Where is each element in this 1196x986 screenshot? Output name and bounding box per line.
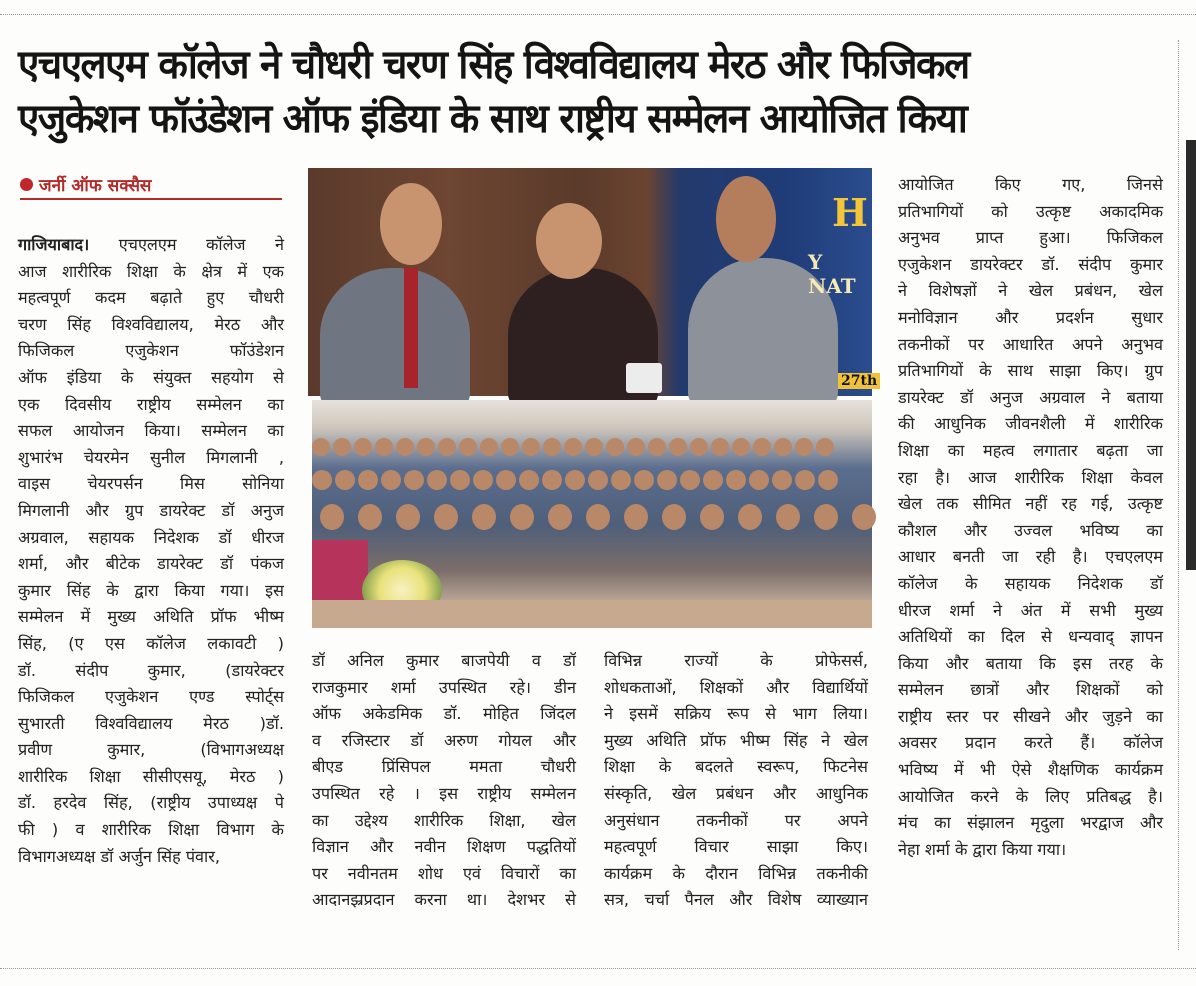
text-line: शर्मा, और बीटेक डायरेक्ट डॉ पंकज <box>18 554 284 574</box>
text-line: डायरेक्ट डॉ अनुज अग्रवाल ने बताया <box>898 387 1163 407</box>
text-line: संस्कृति, खेल प्रबंधन और आधुनिक <box>604 783 868 803</box>
text-line: फिजिकल एजुकेशन फॉउंडेशन <box>18 341 284 361</box>
person-right-head <box>716 176 776 262</box>
text-line: डॉ अनिल कुमार बाजपेयी व डॉ <box>312 651 576 670</box>
photo-group <box>312 400 872 628</box>
text-line: खेल तक सीमित नहीं रह गई, उत्कृष्ट <box>898 494 1163 514</box>
text-line: धीरज शर्मा ने अंत में सभी मुख्य <box>898 600 1163 620</box>
text-line: राजकुमार शर्मा उपस्थित रहे। डीन <box>312 677 576 697</box>
text-line: अग्रवाल, सहायक निदेशक डॉ धीरज <box>18 527 284 547</box>
banner-logo-text: H <box>832 190 868 235</box>
text-line: कुमार सिंह के द्वारा किया गया। इस <box>18 580 284 600</box>
text-line: पर नवीनतम शोध एवं विचारों का <box>312 863 576 883</box>
byline-label: जर्नी ऑफ सक्सैस <box>39 175 152 196</box>
photo-felicitation <box>308 168 878 396</box>
bullet-dot-icon <box>20 178 33 191</box>
text-line: बीएड प्रिंसिपल ममता चौधरी <box>312 757 576 777</box>
text-line: का उद्देश्य शारीरिक शिक्षा, खेल <box>312 810 576 830</box>
article-column-3 <box>604 648 868 914</box>
text-line: अतिथियों का दिल से धन्यवाद् ज्ञापन <box>898 627 1163 647</box>
text-line: सिंह, (ए एस कॉलेज लकावटी ) <box>18 633 284 653</box>
crowd-back <box>312 438 872 456</box>
text-line: शोधकताओं, शिक्षकों और विद्यार्थियों <box>604 677 868 697</box>
text-line: आदानझ्रप्रदान करना था। देशभर से <box>312 890 576 910</box>
text-line: प्रवीण कुमार, (विभागअध्यक्ष <box>18 740 284 760</box>
text-line: भविष्य में भी ऐसे शैक्षणिक कार्यक्रम <box>898 760 1163 780</box>
headline-line-1: एचएलएम कॉलेज ने चौधरी चरण सिंह विश्वविद्यालय मेरठ और फिजिकल <box>18 42 969 88</box>
text-line: आधार बनती जा रही है। एचएलएम <box>898 547 1163 567</box>
text-line: अवसर प्रदान करते हैं। कॉलेज <box>898 733 1163 753</box>
dateline: गाजियाबाद। <box>18 235 90 254</box>
text-line: डॉ. संदीप कुमार, (डायरेक्टर <box>18 660 284 680</box>
text-line: आज शारीरिक शिक्षा के क्षेत्र में एक <box>18 261 284 281</box>
person-left-head <box>380 183 442 265</box>
column-divider <box>1178 40 1179 950</box>
text-line: विज्ञान और नवीन शिक्षण पद्धतियों <box>312 837 576 857</box>
text-line: मंच का संझालन मृदुला भरद्वाज और <box>898 813 1163 833</box>
headline <box>18 38 1122 146</box>
text-line: मनोविज्ञान और प्रदर्शन सुधार <box>898 307 1163 327</box>
text-line: राष्ट्रीय स्तर पर सीखने और जुड़ने का <box>898 706 1163 726</box>
banner-text: Y NAT <box>808 250 856 298</box>
text-line: शिक्षा का महत्व लगातार बढ़ता जा <box>898 440 1163 460</box>
text-line: शुभारंभ चेयरमेन सुनील मिगलानी , <box>18 447 284 467</box>
crowd-front <box>312 504 880 530</box>
text-line: विभिन्न राज्यों के प्रोफेसर्स, <box>604 651 868 670</box>
article-column-2 <box>312 648 576 914</box>
bottom-dotted-rule <box>0 968 1196 969</box>
text-line: विभागअध्यक्ष डॉ अर्जुन सिंह पंवार, <box>18 846 221 866</box>
text-line: गाजियाबाद। एचएलएम कॉलेज ने <box>18 235 284 254</box>
crowd-middle <box>312 470 872 490</box>
byline <box>20 170 282 200</box>
text-line: सम्मेलन में मुख्य अथिति प्रॉफ भीष्म <box>18 607 284 627</box>
text-line: फिजिकल एजुकेशन एण्ड स्पोर्ट्स <box>18 687 284 707</box>
banner-date: 27th <box>838 373 880 389</box>
text-line: सफल आयोजन किया। सम्मेलन का <box>18 421 284 441</box>
text-line: ने विशेषज्ञों ने खेल प्रबंधन, खेल <box>898 281 1163 301</box>
text-line: सुभारती विश्वविद्यालय मेरठ )डॉ. <box>18 713 284 733</box>
text-line: की आधुनिक जीवनशैली में शारीरिक <box>898 414 1163 434</box>
text-line: रहा है। आज शारीरिक शिक्षा केवल <box>898 467 1163 487</box>
person-center-head <box>536 203 602 279</box>
headline-line-2: एजुकेशन फॉउंडेशन ऑफ इंडिया के साथ राष्ट्रीय सम्मेलन आयोजित किया <box>18 96 967 142</box>
text-line: कॉलेज के सहायक निदेशक डॉ <box>898 573 1163 593</box>
text-line: शिक्षा के बदलते स्वरूप, फिटनेस <box>604 757 868 777</box>
text-line: अनुसंधान तकनीकों पर अपने <box>604 810 868 830</box>
text-line: एजुकेशन डायरेक्टर डॉ. संदीप कुमार <box>898 254 1163 274</box>
text-line: कौशल और उज्वल भविष्य का <box>898 520 1163 540</box>
text-line: मिगलानी और ग्रुप डायरेक्ट डॉ अनुज <box>18 500 284 520</box>
text-line: सत्र, चर्चा पैनल और विशेष व्याख्यान <box>604 890 868 910</box>
text-line: एक दिवसीय राष्ट्रीय सम्मेलन का <box>18 394 284 414</box>
potted-plant <box>626 363 662 393</box>
tie <box>404 268 418 388</box>
text-line: शारीरिक शिक्षा सीसीएसयू, मेरठ ) <box>18 766 284 786</box>
text-line: वाइस चेयरपर्सन मिस सोनिया <box>18 474 284 494</box>
text-line: मुख्य अथिति प्रॉफ भीष्म सिंह ने खेल <box>604 730 868 750</box>
text-line: अनुभव प्राप्त हुआ। फिजिकल <box>898 228 1163 248</box>
top-dotted-rule <box>0 14 1196 15</box>
text-line: आयोजित करने के लिए प्रतिबद्ध है। <box>898 786 1163 806</box>
text-line: उपस्थित रहे । इस राष्ट्रीय सम्मेलन <box>312 783 576 803</box>
text-line: व रजिस्टार डॉ अरुण गोयल और <box>312 730 576 750</box>
text-line: तकनीकों पर आधारित अपने अनुभव <box>898 334 1163 354</box>
stage-table <box>312 600 872 628</box>
text-line: प्रतिभागियों के साथ साझा किए। ग्रुप <box>898 361 1163 381</box>
text-line: सम्मेलन छात्रों और शिक्षकों को <box>898 680 1163 700</box>
text-line: चरण सिंह विश्वविद्यालय, मेरठ और <box>18 314 284 334</box>
text-line: कार्यक्रम के दौरान विभिन्न तकनीकी <box>604 863 868 883</box>
text-line: डॉ. हरदेव सिंह, (राष्ट्रीय उपाध्यक्ष पे <box>18 793 284 813</box>
text-line: आयोजित किए गए, जिनसे <box>898 175 1163 194</box>
text-line: फी ) व शारीरिक शिक्षा विभाग के <box>18 820 284 840</box>
text-line: किया और बताया कि इस तरह के <box>898 653 1163 673</box>
text-line: महत्वपूर्ण कदम बढ़ाते हुए चौधरी <box>18 288 284 308</box>
article-column-1 <box>18 232 284 870</box>
text-line: नेहा शर्मा के द्वारा किया गया। <box>898 839 1067 859</box>
text-line: ऑफ अकेडमिक डॉ. मोहित जिंदल <box>312 704 576 724</box>
person-left <box>320 268 470 408</box>
article-column-4 <box>898 172 1163 863</box>
text-line: ऑफ इंडिया के संयुक्त सहयोग से <box>18 367 284 387</box>
text-line: ने इसमें सक्रिय रूप से भाग लिया। <box>604 704 868 724</box>
text-line: प्रतिभागियों को उत्कृष्ट अकादमिक <box>898 201 1163 221</box>
adjacent-article-photo-edge <box>1186 140 1196 570</box>
text-line: महत्वपूर्ण विचार साझा किए। <box>604 837 868 857</box>
